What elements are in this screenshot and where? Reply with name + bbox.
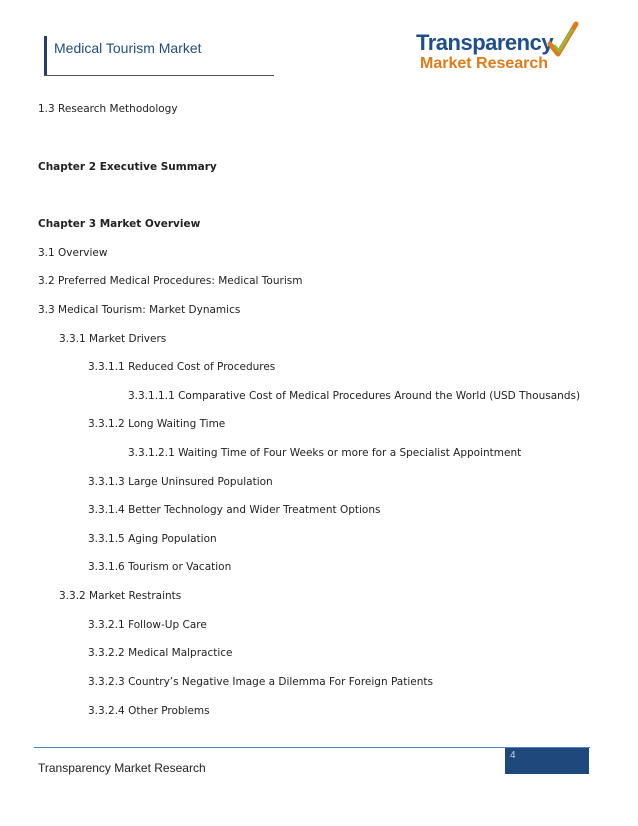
header-divider	[44, 75, 274, 76]
toc-entry: 3.3.1.5 Aging Population	[88, 533, 217, 545]
toc-entry: 3.3.2.4 Other Problems	[88, 705, 210, 717]
document-title: Medical Tourism Market	[54, 40, 202, 56]
toc-entry: 3.3.1 Market Drivers	[59, 333, 167, 345]
toc-entry: 3.3.1.4 Better Technology and Wider Treatment Options	[88, 504, 381, 516]
toc-entry: 3.2 Preferred Medical Procedures: Medical Tourism	[38, 275, 303, 287]
footer-company-name: Transparency Market Research	[38, 761, 206, 775]
toc-entry: 3.3 Medical Tourism: Market Dynamics	[38, 304, 241, 316]
toc-entry: 3.3.1.1.1 Comparative Cost of Medical Procedures Around the World (USD Thousands)	[128, 390, 581, 402]
toc-entry: 3.3.1.3 Large Uninsured Population	[88, 476, 273, 488]
toc-entry: 3.3.2 Market Restraints	[59, 590, 182, 602]
toc-chapter-heading: Chapter 3 Market Overview	[38, 218, 201, 230]
toc-entry: 3.3.2.3 Country’s Negative Image a Dilemma For Foreign Patients	[88, 676, 433, 688]
logo-text-line2: Market Research	[420, 55, 549, 72]
toc-entry: 3.1 Overview	[38, 247, 108, 259]
logo-text-line1: Transparency	[416, 30, 554, 55]
toc-chapter-heading: Chapter 2 Executive Summary	[38, 161, 217, 173]
toc-entry: 3.3.1.2.1 Waiting Time of Four Weeks or more for a Specialist Appointment	[128, 447, 522, 459]
company-logo	[416, 18, 576, 74]
toc-entry: 3.3.2.1 Follow-Up Care	[88, 619, 207, 631]
toc-entry: 3.3.1.2 Long Waiting Time	[88, 418, 226, 430]
page-number: 4	[510, 750, 516, 761]
toc-entry: 3.3.1.6 Tourism or Vacation	[88, 561, 232, 573]
logo-checkmark-icon	[546, 20, 580, 60]
header-accent-bar	[44, 36, 47, 76]
toc-entry: 1.3 Research Methodology	[38, 103, 178, 115]
toc-entry: 3.3.2.2 Medical Malpractice	[88, 647, 233, 659]
toc-entry: 3.3.1.1 Reduced Cost of Procedures	[88, 361, 276, 373]
page-number-box	[505, 748, 589, 774]
